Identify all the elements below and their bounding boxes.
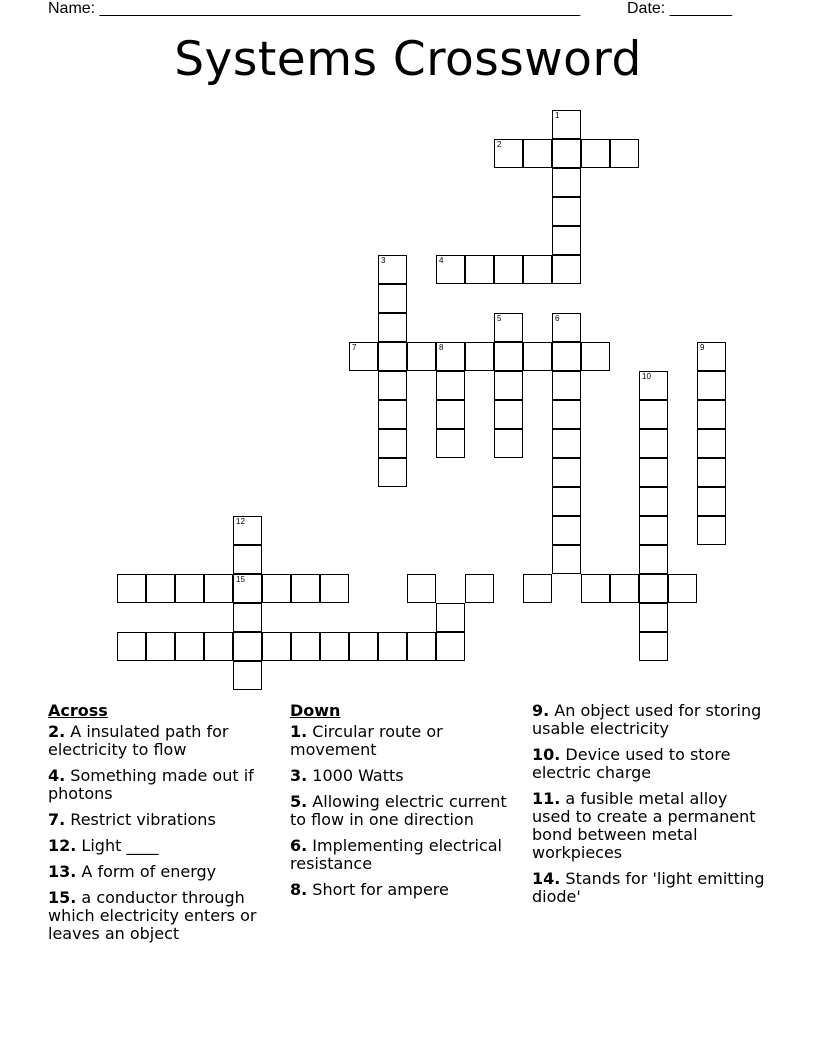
clue-number: 12: [236, 517, 245, 526]
crossword-cell[interactable]: [233, 516, 262, 545]
clue-number: 1: [555, 111, 560, 120]
crossword-cell[interactable]: [175, 632, 204, 661]
clue-item: [48, 837, 284, 855]
date-field-line: Date: _______: [627, 0, 732, 17]
crossword-cell[interactable]: [233, 661, 262, 690]
crossword-cell[interactable]: [639, 429, 668, 458]
clue-number: 8: [439, 343, 444, 352]
clue-item-number: 10.: [532, 745, 561, 764]
clue-number: 2: [497, 140, 502, 149]
crossword-cell[interactable]: [407, 574, 436, 603]
crossword-cell[interactable]: [436, 342, 465, 371]
crossword-cell[interactable]: [494, 371, 523, 400]
clue-item-number: 13.: [48, 862, 77, 881]
crossword-cell[interactable]: [697, 400, 726, 429]
crossword-cell[interactable]: [436, 429, 465, 458]
crossword-cell[interactable]: [639, 371, 668, 400]
crossword-cell[interactable]: [233, 545, 262, 574]
crossword-cell[interactable]: [291, 632, 320, 661]
clue-item-number: 15.: [48, 888, 77, 907]
crossword-cell[interactable]: [378, 632, 407, 661]
crossword-cell[interactable]: [378, 342, 407, 371]
crossword-cell[interactable]: [378, 255, 407, 284]
crossword-cell[interactable]: [639, 632, 668, 661]
page-title: Systems Crossword: [174, 32, 642, 87]
crossword-cell[interactable]: [436, 255, 465, 284]
clue-item-number: 6.: [290, 836, 308, 855]
clue-item-number: 7.: [48, 810, 66, 829]
crossword-cell[interactable]: [697, 429, 726, 458]
clue-item-text: A insulated path for electricity to flow: [48, 722, 229, 759]
clue-item-number: 4.: [48, 766, 66, 785]
clue-item-text: a conductor through which electricity enters or leaves an object: [48, 888, 257, 943]
down-clues-continued: [532, 702, 768, 914]
clue-number: 9: [700, 343, 705, 352]
crossword-cell[interactable]: [639, 574, 668, 603]
crossword-cell[interactable]: [494, 342, 523, 371]
crossword-cell[interactable]: [552, 139, 581, 168]
clue-item-number: 11.: [532, 789, 561, 808]
clue-item: [290, 837, 526, 873]
crossword-cell[interactable]: [378, 429, 407, 458]
clue-item-text: Device used to store electric charge: [532, 745, 731, 782]
crossword-cell[interactable]: [146, 574, 175, 603]
crossword-cell[interactable]: [117, 574, 146, 603]
down-heading: Down: [290, 701, 341, 720]
crossword-cell[interactable]: [639, 545, 668, 574]
clue-number: 3: [381, 256, 386, 265]
clue-item: [532, 790, 768, 862]
crossword-cell[interactable]: [697, 458, 726, 487]
clue-item-text: Stands for 'light emitting diode': [532, 869, 765, 906]
crossword-cell[interactable]: [610, 139, 639, 168]
crossword-cell[interactable]: [552, 545, 581, 574]
crossword-cell[interactable]: [494, 313, 523, 342]
crossword-cell[interactable]: [233, 632, 262, 661]
clue-number: 7: [352, 343, 357, 352]
across-heading: Across: [48, 701, 108, 720]
crossword-cell[interactable]: [581, 574, 610, 603]
crossword-cell[interactable]: [552, 255, 581, 284]
crossword-cell[interactable]: [639, 400, 668, 429]
clue-item: [290, 767, 526, 785]
name-field-line: Name: ______________________________________________________: [48, 0, 581, 17]
crossword-cell[interactable]: [552, 226, 581, 255]
clue-number: 15: [236, 575, 245, 584]
clue-item-number: 3.: [290, 766, 308, 785]
crossword-cell[interactable]: [204, 632, 233, 661]
crossword-cell[interactable]: [552, 342, 581, 371]
crossword-cell[interactable]: [639, 516, 668, 545]
crossword-cell[interactable]: [175, 574, 204, 603]
crossword-cell[interactable]: [697, 342, 726, 371]
clue-item-text: Something made out if photons: [48, 766, 254, 803]
crossword-cell[interactable]: [378, 400, 407, 429]
clue-item-number: 1.: [290, 722, 308, 741]
crossword-cell[interactable]: [552, 371, 581, 400]
clue-item: [290, 881, 526, 899]
crossword-cell[interactable]: [552, 197, 581, 226]
clue-item-number: 9.: [532, 701, 550, 720]
crossword-cell[interactable]: [291, 574, 320, 603]
clue-item-text: Implementing electrical resistance: [290, 836, 502, 873]
crossword-cell[interactable]: [552, 110, 581, 139]
clue-item-number: 2.: [48, 722, 66, 741]
crossword-cell[interactable]: [668, 574, 697, 603]
clue-item: [532, 870, 768, 906]
clue-number: 6: [555, 314, 560, 323]
crossword-cell[interactable]: [581, 139, 610, 168]
crossword-cell[interactable]: [552, 400, 581, 429]
crossword-cell[interactable]: [233, 603, 262, 632]
crossword-cell[interactable]: [610, 574, 639, 603]
crossword-cell[interactable]: [552, 429, 581, 458]
clue-item-number: 5.: [290, 792, 308, 811]
clue-item-number: 12.: [48, 836, 77, 855]
crossword-cell[interactable]: [378, 313, 407, 342]
clue-item-number: 8.: [290, 880, 308, 899]
crossword-cell[interactable]: [262, 632, 291, 661]
clue-item: [290, 723, 526, 759]
clue-item: [290, 793, 526, 829]
crossword-cell[interactable]: [349, 342, 378, 371]
clue-item-text: A form of energy: [76, 862, 217, 881]
clue-number: 5: [497, 314, 502, 323]
crossword-cell[interactable]: [117, 632, 146, 661]
clue-item-text: Circular route or movement: [290, 722, 443, 759]
crossword-cell[interactable]: [639, 603, 668, 632]
clue-item: [48, 767, 284, 803]
crossword-cell[interactable]: [204, 574, 233, 603]
crossword-cell[interactable]: [581, 342, 610, 371]
crossword-cell[interactable]: [436, 603, 465, 632]
clue-number: 10: [642, 372, 651, 381]
clue-item-text: Short for ampere: [307, 880, 449, 899]
crossword-cell[interactable]: [523, 574, 552, 603]
crossword-cell[interactable]: [523, 139, 552, 168]
crossword-cell[interactable]: [320, 574, 349, 603]
crossword-cell[interactable]: [146, 632, 175, 661]
crossword-cell[interactable]: [552, 458, 581, 487]
clue-item: [532, 702, 768, 738]
crossword-cell[interactable]: [436, 371, 465, 400]
crossword-cell[interactable]: [233, 574, 262, 603]
clue-item-text: 1000 Watts: [307, 766, 404, 785]
crossword-cell[interactable]: [494, 429, 523, 458]
crossword-cell[interactable]: [407, 632, 436, 661]
crossword-cell[interactable]: [494, 139, 523, 168]
crossword-cell[interactable]: [349, 632, 378, 661]
crossword-cell[interactable]: [697, 516, 726, 545]
crossword-cell[interactable]: [436, 632, 465, 661]
crossword-cell[interactable]: [465, 255, 494, 284]
crossword-cell[interactable]: [465, 574, 494, 603]
crossword-cell[interactable]: [494, 255, 523, 284]
crossword-cell[interactable]: [697, 487, 726, 516]
across-clues: [48, 702, 284, 951]
crossword-cell[interactable]: [378, 284, 407, 313]
clue-item-number: 14.: [532, 869, 561, 888]
crossword-cell[interactable]: [407, 342, 436, 371]
crossword-cell[interactable]: [523, 255, 552, 284]
crossword-cell[interactable]: [465, 342, 494, 371]
crossword-cell[interactable]: [320, 632, 349, 661]
crossword-cell[interactable]: [436, 400, 465, 429]
clue-item-text: Restrict vibrations: [65, 810, 216, 829]
crossword-cell[interactable]: [552, 313, 581, 342]
crossword-cell[interactable]: [639, 458, 668, 487]
crossword-cell[interactable]: [494, 400, 523, 429]
crossword-cell[interactable]: [552, 516, 581, 545]
clue-item: [48, 863, 284, 881]
down-clues: [290, 702, 526, 907]
crossword-cell[interactable]: [262, 574, 291, 603]
clue-number: 4: [439, 256, 444, 265]
clue-item: [532, 746, 768, 782]
clue-item: [48, 889, 284, 943]
crossword-cell[interactable]: [523, 342, 552, 371]
clue-item-text: Allowing electric current to flow in one direction: [290, 792, 507, 829]
crossword-cell[interactable]: [378, 458, 407, 487]
clue-item-text: An object used for storing usable electricity: [532, 701, 762, 738]
clue-item: [48, 811, 284, 829]
crossword-cell[interactable]: [697, 371, 726, 400]
crossword-cell[interactable]: [639, 487, 668, 516]
crossword-cell[interactable]: [378, 371, 407, 400]
clue-item: [48, 723, 284, 759]
crossword-cell[interactable]: [552, 487, 581, 516]
clue-item-text: a fusible metal alloy used to create a permanent bond between metal workpieces: [532, 789, 756, 862]
crossword-cell[interactable]: [552, 168, 581, 197]
clue-item-text: Light ____: [76, 836, 159, 855]
